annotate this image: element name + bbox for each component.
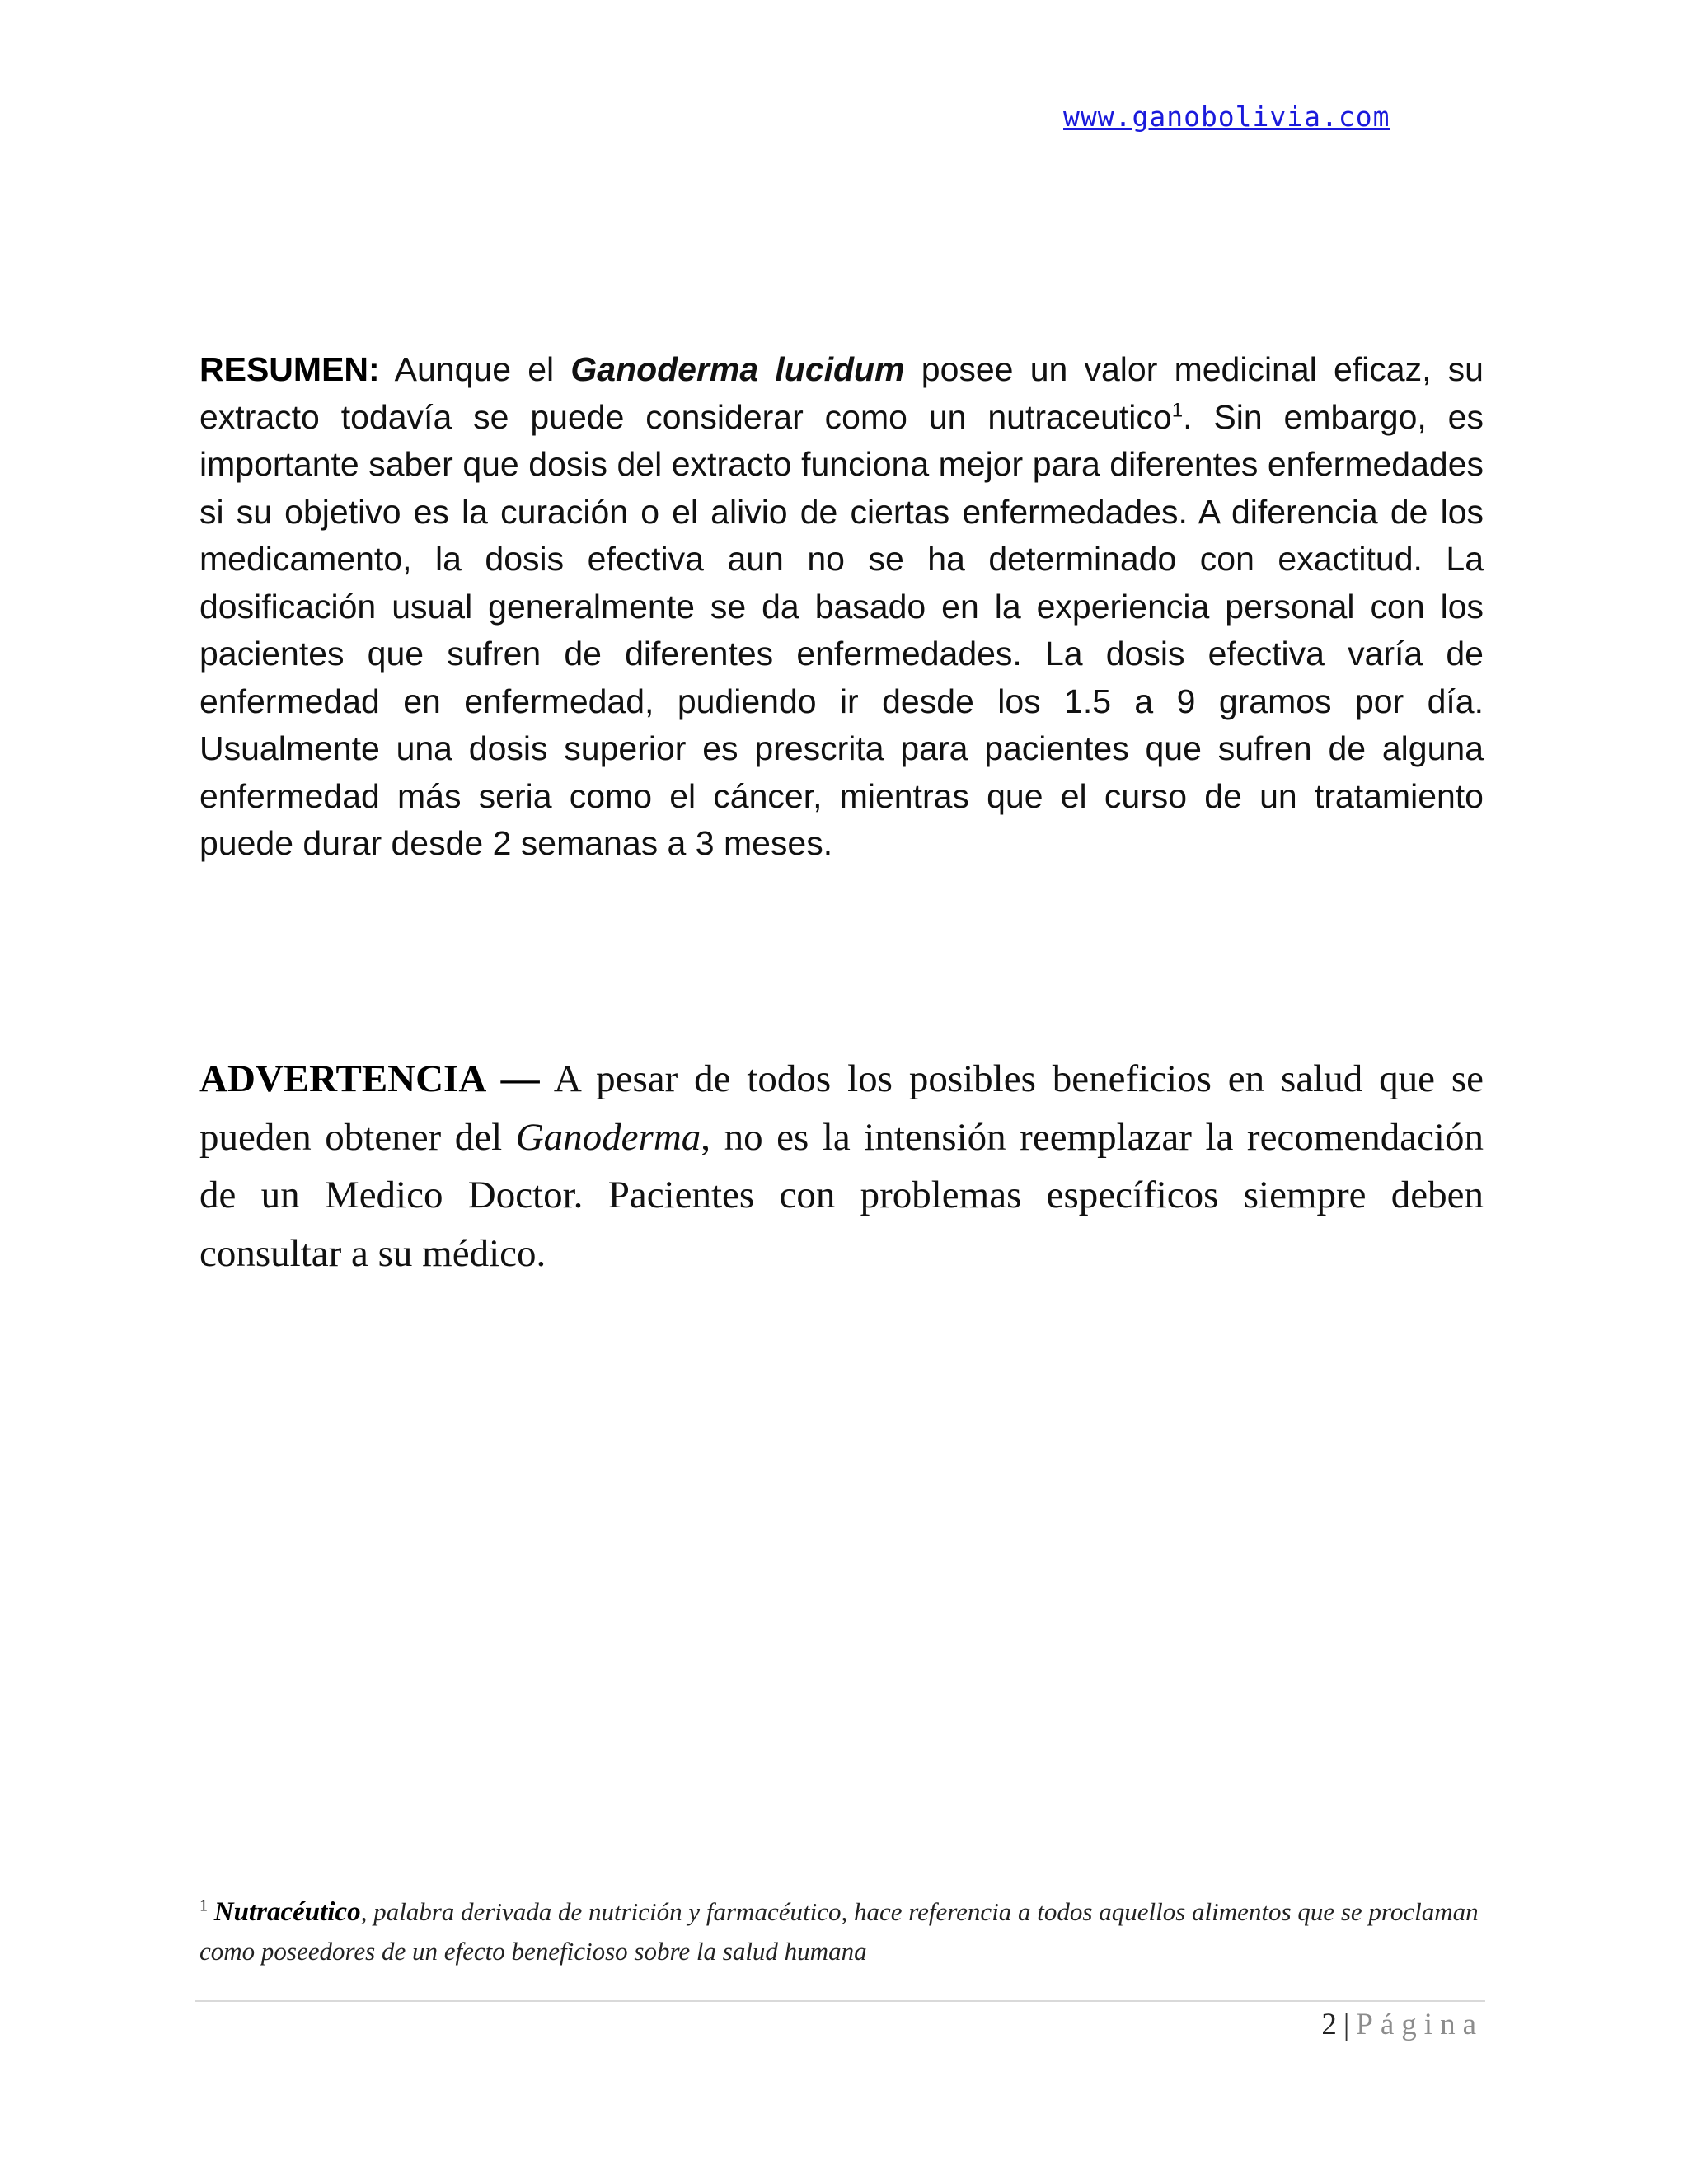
page-word: Página	[1356, 2008, 1484, 2041]
footnote-mark: 1	[199, 1896, 208, 1915]
resumen-text-main: posee un valor medicinal eficaz, su extracto todavía se puede considerar como un nutraceutico	[199, 350, 1484, 436]
advertencia-label: ADVERTENCIA —	[199, 1057, 540, 1100]
footer-divider	[195, 2000, 1485, 2002]
footnote-reference[interactable]: 1	[1171, 398, 1184, 421]
footnote-term: Nutracéutico	[213, 1897, 361, 1927]
advertencia-text-rest: , no es la intensión reemplazar la recomendación de un Medico Doctor. Pacientes con problemas específicos siempre deben consultar a su médico.	[199, 1115, 1484, 1275]
page-footer	[1321, 2006, 1484, 2044]
resumen-paragraph	[199, 346, 1484, 868]
page-number: 2	[1321, 2008, 1337, 2041]
page-separator: |	[1343, 2008, 1350, 2041]
advertencia-text-intro: A pesar de todos los posibles beneficios en salud que se pueden obtener del	[199, 1057, 1484, 1159]
header-website-link[interactable]: www.ganobolivia.com	[1063, 101, 1390, 133]
resumen-species-name: Ganoderma lucidum	[570, 350, 905, 388]
advertencia-genus-name: Ganoderma	[515, 1115, 701, 1159]
resumen-text-intro: Aunque el	[379, 350, 571, 388]
resumen-text-rest: . Sin embargo, es importante saber que dosis del extracto funciona mejor para diferentes enfermedades si su objetivo es la curación o el alivio de ciertas enfermedades. A diferencia de los medicamento, la dosis efectiva aun no se ha determinado con exactitud. La dosificación usual generalmente se da basado en la experiencia personal con los pacientes que sufren de diferentes enfermedades. La dosis efectiva varía de enfermedad en enfermedad, pudiendo ir desde los 1.5 a 9 gramos por día. Usualmente una dosis superior es prescrita para pacientes que sufren de alguna enfermedad más seria como el cáncer, mientras que el curso de un tratamiento puede durar desde 2 semanas a 3 meses.	[199, 397, 1484, 862]
footnote-text: , palabra derivada de nutrición y farmacéutico, hace referencia a todos aquellos alimentos que se proclaman como poseedores de un efecto beneficioso sobre la salud humana	[199, 1897, 1479, 1966]
advertencia-paragraph	[199, 1050, 1484, 1282]
resumen-label: RESUMEN:	[199, 350, 380, 388]
footnote	[199, 1892, 1485, 1971]
